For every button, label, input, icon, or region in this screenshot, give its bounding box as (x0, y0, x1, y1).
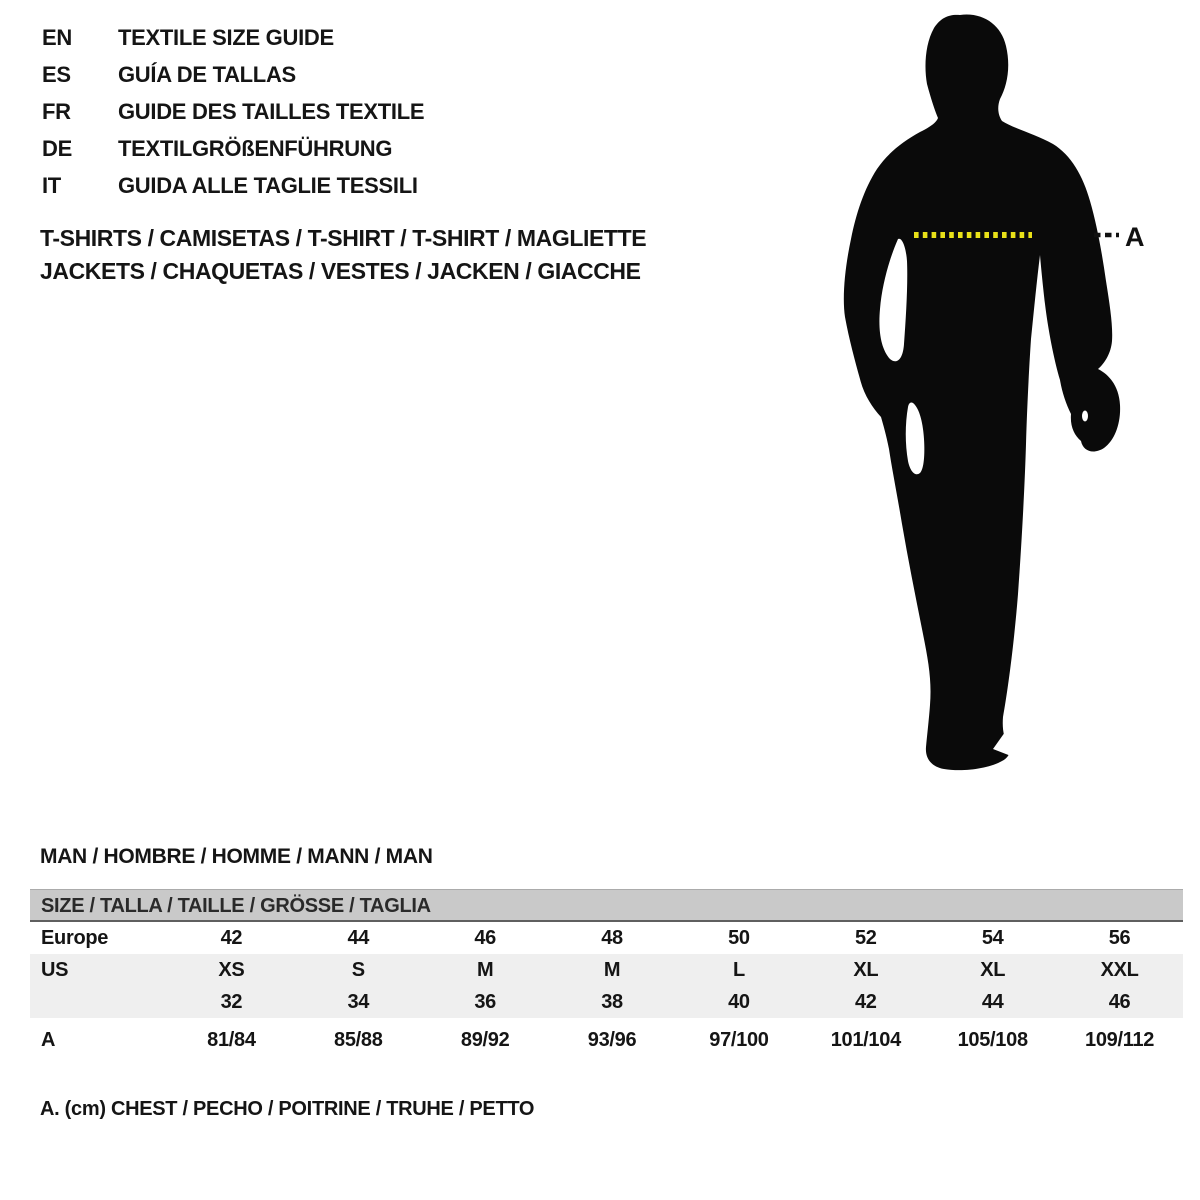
size-value: M (603, 958, 621, 981)
size-value: 46 (1108, 990, 1131, 1013)
size-value: 56 (1108, 926, 1131, 949)
size-value: S (351, 958, 365, 981)
size-value: XL (980, 958, 1006, 981)
size-value: 93/96 (587, 1028, 637, 1051)
size-value: 89/92 (460, 1028, 510, 1051)
lang-code: IT (42, 173, 61, 198)
lang-code: FR (42, 99, 71, 124)
size-value: L (732, 958, 745, 981)
size-value: 42 (220, 926, 243, 949)
man-silhouette-figure (838, 4, 1158, 804)
table-row-us (30, 954, 1183, 986)
size-value: M (477, 958, 494, 981)
size-value: 81/84 (207, 1028, 256, 1051)
size-value: XXL (1100, 958, 1139, 981)
size-value: 46 (474, 926, 497, 949)
lang-title: TEXTILGRÖßENFÜHRUNG (118, 136, 393, 161)
lang-code: DE (42, 136, 72, 161)
table-row-chest-a (30, 1018, 1183, 1060)
size-table (30, 889, 1183, 1060)
size-value: 40 (728, 990, 750, 1013)
section-title-man: MAN / HOMBRE / HOMME / MANN / MAN (40, 845, 433, 868)
table-row-europe (30, 922, 1183, 954)
measure-label-a: A (1125, 222, 1145, 252)
size-value: 50 (728, 926, 750, 949)
table-row-numeric (30, 986, 1183, 1018)
size-value: 42 (854, 990, 877, 1013)
size-value: 52 (854, 926, 877, 949)
size-value: 85/88 (334, 1028, 383, 1051)
size-value: 48 (601, 926, 623, 949)
size-value: XL (853, 958, 879, 981)
lang-title: GUIDA ALLE TAGLIE TESSILI (118, 173, 418, 198)
row-label: US (41, 958, 69, 981)
lang-title: GUIDE DES TAILLES TEXTILE (118, 99, 425, 124)
category-line-tshirts: T-SHIRTS / CAMISETAS / T-SHIRT / T-SHIRT / MAGLIETTE (40, 225, 647, 251)
size-value: 38 (601, 990, 623, 1013)
measure-footnote: A. (cm) CHEST / PECHO / POITRINE / TRUHE / PETTO (40, 1098, 535, 1120)
row-label: A (41, 1028, 56, 1051)
man-silhouette (844, 15, 1120, 771)
language-guide-list (42, 26, 424, 197)
fist-notch (1082, 411, 1088, 422)
size-value: 97/100 (709, 1028, 769, 1051)
size-value: 105/108 (957, 1028, 1028, 1051)
lang-title: GUÍA DE TALLAS (118, 62, 296, 87)
size-value: 44 (981, 990, 1004, 1013)
size-table-header: SIZE / TALLA / TAILLE / GRÖSSE / TAGLIA (30, 889, 1183, 922)
size-value: 101/104 (830, 1028, 901, 1051)
category-lines (40, 222, 646, 288)
size-value: 54 (981, 926, 1004, 949)
size-value: 109/112 (1085, 1028, 1155, 1051)
size-value: 44 (347, 926, 370, 949)
size-value: 36 (474, 990, 497, 1013)
size-value: 32 (220, 990, 243, 1013)
lang-title: TEXTILE SIZE GUIDE (118, 25, 334, 50)
category-line-jackets: JACKETS / CHAQUETAS / VESTES / JACKEN / GIACCHE (40, 258, 641, 284)
row-label: Europe (41, 926, 109, 949)
lang-code: ES (42, 62, 71, 87)
lang-code: EN (42, 25, 72, 50)
size-value: 34 (347, 990, 370, 1013)
size-value: XS (218, 958, 245, 981)
